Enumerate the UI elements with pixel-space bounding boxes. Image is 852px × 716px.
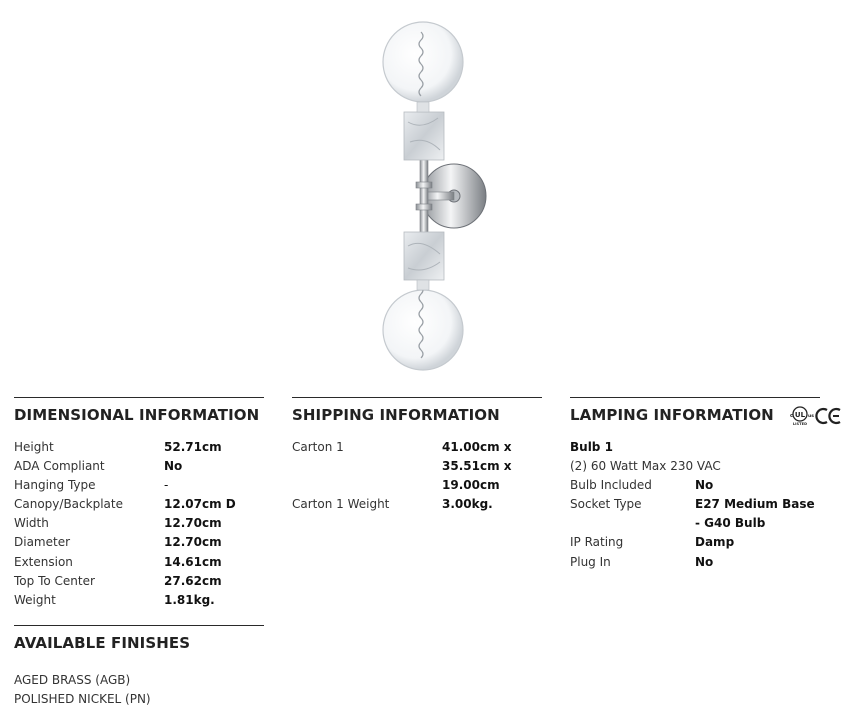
spec-row-width [14,514,264,533]
spec-label: Extension [14,554,73,569]
section-divider [570,397,820,398]
ce-mark-icon [816,407,842,425]
spec-row-socket-type [570,495,820,533]
spec-row-diameter [14,533,264,552]
svg-text:c: c [790,412,794,419]
dimensional-information-title: DIMENSIONAL INFORMATION [14,406,260,424]
spec-value: No [695,554,714,569]
spec-label: Hanging Type [14,478,96,493]
spec-row-weight [14,591,264,610]
spec-row-ada-compliant [14,457,264,476]
available-finishes-title: AVAILABLE FINISHES [14,634,191,652]
lamping-information-title-row [570,404,820,426]
svg-text:UL: UL [794,410,806,419]
spec-value: E27 Medium Base - G40 Bulb [695,497,815,531]
bulb-description: (2) 60 Watt Max 230 VAC [570,459,721,474]
section-divider [14,625,264,626]
spec-label: Width [14,516,49,531]
finish-item: POLISHED NICKEL (PN) [14,692,151,707]
shipping-rows [292,438,542,514]
ul-listed-icon [787,406,813,426]
certification-marks [787,406,842,426]
spec-label: Carton 1 Weight [292,497,390,512]
spec-value: Damp [695,535,735,550]
spec-label: Height [14,440,54,454]
spec-label: Top To Center [14,573,95,588]
product-image [370,10,500,378]
section-divider [14,397,264,398]
available-finishes-section [14,625,264,709]
spec-value: - [164,478,169,493]
spec-label: Bulb Included [570,478,652,493]
spec-value: No [164,459,183,474]
spec-label: Socket Type [570,497,642,512]
spec-value: 12.07cm D [164,497,236,512]
spec-value: 41.00cm x 35.51cm x 19.00cm [442,440,512,493]
spec-value: 12.70cm [164,535,222,550]
bulb-heading: Bulb 1 [570,440,613,454]
finish-list [14,671,264,709]
dimensional-rows [14,438,264,610]
spec-row-plug-in [570,553,820,572]
shipping-information-title: SHIPPING INFORMATION [292,406,500,424]
spec-value: 3.00kg. [442,497,493,512]
lamping-rows [570,438,820,572]
section-divider [292,397,542,398]
finish-item: AGED BRASS (AGB) [14,673,131,687]
svg-text:LISTED: LISTED [793,421,808,426]
spec-label: ADA Compliant [14,459,105,474]
spec-row-canopy [14,495,264,514]
spec-row-carton-1 [292,438,542,495]
spec-value: 12.70cm [164,516,222,531]
spec-value: 1.81kg. [164,592,215,607]
spec-row-hanging-type [14,476,264,495]
spec-row-top-to-center [14,572,264,591]
spec-value: 27.62cm [164,573,222,588]
spec-label: Diameter [14,535,71,550]
svg-text:us: us [808,413,815,419]
shipping-information-section [292,397,542,514]
spec-row-carton-1-weight [292,495,542,514]
spec-label: Plug In [570,554,611,569]
spec-label: Weight [14,592,56,607]
spec-label: Carton 1 [292,440,344,454]
lamping-information-section [570,397,820,572]
spec-value: 52.71cm [164,440,222,454]
spec-value: No [695,478,714,493]
spec-row-height [14,438,264,457]
spec-row-bulb-included [570,476,820,495]
lamping-information-title: LAMPING INFORMATION [570,406,774,424]
spec-label: Canopy/Backplate [14,497,123,512]
dimensional-information-section [14,397,264,610]
spec-value: 14.61cm [164,554,222,569]
spec-row-ip-rating [570,533,820,552]
spec-row-extension [14,553,264,572]
spec-label: IP Rating [570,535,624,550]
